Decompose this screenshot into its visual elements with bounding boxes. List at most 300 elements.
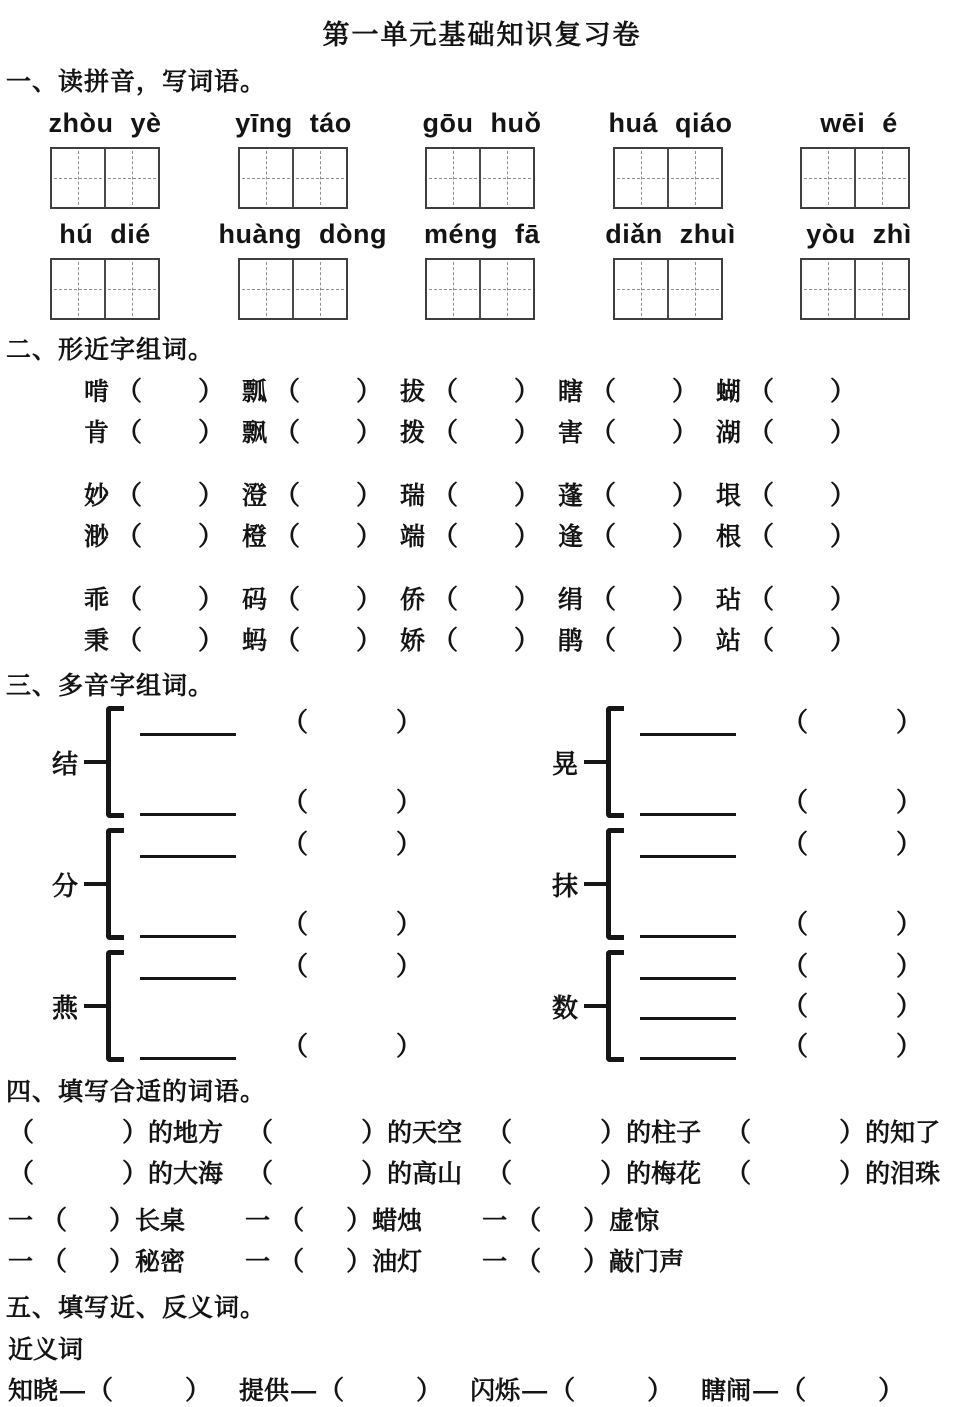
polyphone-character: 晃 [552, 748, 579, 779]
paren-close-icon: ） [514, 584, 541, 614]
paren-close-icon: ） [109, 1246, 136, 1276]
paren-close-icon: ） [361, 1117, 388, 1147]
blank-row [640, 708, 922, 736]
paren-close-icon: ） [109, 1205, 136, 1235]
character: 害 [558, 419, 584, 447]
polyphone-character: 结 [52, 748, 79, 779]
paren-open-icon: （ [282, 707, 309, 737]
paren-close-icon: ） [600, 1158, 627, 1188]
paren-open-icon: （ [116, 480, 143, 510]
paren-close-icon: ） [896, 829, 923, 859]
phrase-label: 的大海 [148, 1160, 224, 1188]
polyphone-group [52, 950, 552, 1062]
polyphone-group [52, 706, 552, 818]
paren-open-icon: （ [590, 417, 617, 447]
similar-char-item [400, 521, 558, 552]
paren-open-icon: （ [432, 521, 459, 551]
connector-line [584, 882, 606, 886]
pinyin-word: yīng táo [235, 108, 352, 138]
paren-close-icon: ） [361, 1158, 388, 1188]
measure-word-item [8, 1245, 185, 1278]
bracket-icon [106, 706, 124, 818]
bracket-icon [106, 950, 124, 1062]
synonym-row [8, 1374, 964, 1407]
similar-char-item [716, 480, 874, 511]
fill-word-item [8, 1116, 223, 1149]
paren-open-icon: （ [116, 584, 143, 614]
paren-close-icon: ） [672, 584, 699, 614]
paren-open-icon: （ [782, 991, 809, 1021]
writing-grid-box [50, 147, 160, 209]
numeral-one: 一 [8, 1248, 34, 1276]
character: 拨 [400, 419, 426, 447]
similar-char-item [558, 417, 716, 448]
similar-char-item [716, 521, 874, 552]
phrase-label: 长桌 [135, 1207, 186, 1235]
fill-word-item [725, 1116, 940, 1149]
measure-word-item [245, 1204, 422, 1237]
word-label: 瞎闹 [701, 1377, 752, 1405]
answer-underline [640, 1033, 736, 1060]
polyphone-group [552, 706, 964, 818]
similar-char-row [84, 521, 964, 552]
similar-char-item [400, 625, 558, 656]
character: 侨 [400, 586, 426, 614]
adjective-fill-row [8, 1157, 964, 1190]
bracket-icon [606, 828, 624, 940]
similar-char-item [558, 521, 716, 552]
blank-row [140, 788, 422, 816]
character: 肯 [84, 419, 110, 447]
paren-open-icon: （ [748, 417, 775, 447]
blank-row [140, 830, 422, 858]
writing-grid-box [425, 147, 535, 209]
pinyin-word: huàng dòng [218, 219, 387, 249]
writing-grid-row [0, 147, 964, 209]
paren-open-icon: （ [116, 625, 143, 655]
paren-close-icon: ） [896, 909, 923, 939]
character: 渺 [84, 523, 110, 551]
paren-close-icon: ） [396, 951, 423, 981]
character: 湖 [716, 419, 742, 447]
paren-close-icon: ） [346, 1205, 373, 1235]
similar-char-item [242, 625, 400, 656]
paren-open-icon: （ [748, 376, 775, 406]
word-label: 知晓 [8, 1377, 59, 1405]
paren-open-icon: （ [116, 376, 143, 406]
polyphone-character: 数 [552, 992, 579, 1023]
dash: — [522, 1377, 548, 1405]
paren-open-icon: （ [278, 1205, 305, 1235]
paren-close-icon: ） [416, 1375, 443, 1405]
character: 瞎 [558, 378, 584, 406]
character: 飘 [242, 419, 268, 447]
character: 逢 [558, 523, 584, 551]
writing-grid-box [238, 147, 348, 209]
similar-char-item [400, 584, 558, 615]
numeral-one: 一 [8, 1207, 34, 1235]
measure-word-row [8, 1245, 964, 1278]
paren-open-icon: （ [282, 787, 309, 817]
polyphone-character: 燕 [52, 992, 79, 1023]
writing-grid-box [800, 258, 910, 320]
writing-grid-cell [667, 149, 721, 207]
paren-open-icon: （ [274, 417, 301, 447]
paren-open-icon: （ [274, 584, 301, 614]
word-label: 闪烁 [470, 1377, 521, 1405]
paren-open-icon: （ [782, 707, 809, 737]
phrase-label: 的高山 [387, 1160, 463, 1188]
paren-close-icon: ） [185, 1375, 212, 1405]
writing-grid-cell [854, 149, 908, 207]
paren-open-icon: （ [590, 584, 617, 614]
paren-open-icon: （ [282, 1031, 309, 1061]
paren-open-icon: （ [782, 951, 809, 981]
paren-close-icon: ） [198, 376, 225, 406]
similar-char-item [716, 625, 874, 656]
answer-underline [640, 911, 736, 938]
section5-header: 五、填写近、反义词。 [6, 1294, 267, 1322]
paren-open-icon: （ [282, 829, 309, 859]
paren-close-icon: ） [396, 1031, 423, 1061]
paren-open-icon: （ [549, 1375, 576, 1405]
paren-open-icon: （ [515, 1205, 542, 1235]
paren-open-icon: （ [432, 584, 459, 614]
numeral-one: 一 [482, 1207, 508, 1235]
bracket-icon [606, 950, 624, 1062]
paren-close-icon: ） [198, 625, 225, 655]
paren-open-icon: （ [590, 376, 617, 406]
writing-grid-cell [479, 149, 533, 207]
synonym-item [8, 1374, 211, 1407]
paren-close-icon: ） [356, 417, 383, 447]
measure-word-item [245, 1245, 422, 1278]
paren-close-icon: ） [198, 417, 225, 447]
paren-open-icon: （ [41, 1246, 68, 1276]
paren-close-icon: ） [878, 1375, 905, 1405]
page-title: 第一单元基础知识复习卷 [322, 20, 642, 50]
paren-close-icon: ） [896, 787, 923, 817]
similar-char-item [716, 584, 874, 615]
numeral-one: 一 [245, 1248, 271, 1276]
pinyin-row [0, 108, 964, 139]
polyphone-group [552, 950, 964, 1062]
similar-char-item [84, 584, 242, 615]
connector-line [84, 1004, 106, 1008]
blank-list [140, 706, 422, 818]
paren-open-icon: （ [274, 625, 301, 655]
writing-grid-box [50, 258, 160, 320]
similar-char-row [84, 376, 964, 407]
phrase-label: 的泪珠 [865, 1160, 941, 1188]
blank-row [640, 992, 922, 1020]
dash: — [60, 1377, 86, 1405]
paren-close-icon: ） [356, 521, 383, 551]
paren-close-icon: ） [198, 584, 225, 614]
section1-header: 一、读拼音，写词语。 [6, 68, 267, 96]
character: 蝴 [716, 378, 742, 406]
polyphone-group [52, 828, 552, 940]
pinyin-word: hú dié [59, 219, 151, 249]
pinyin-word: huá qiáo [608, 108, 733, 138]
blank-row [140, 910, 422, 938]
paren-open-icon: （ [87, 1375, 114, 1405]
blank-row [640, 910, 922, 938]
dash: — [753, 1377, 779, 1405]
character: 蓬 [558, 482, 584, 510]
character: 码 [242, 586, 268, 614]
paren-open-icon: （ [782, 829, 809, 859]
numeral-one: 一 [245, 1207, 271, 1235]
paren-open-icon: （ [432, 417, 459, 447]
answer-underline [640, 789, 736, 816]
measure-word-item [482, 1204, 659, 1237]
paren-open-icon: （ [278, 1246, 305, 1276]
blank-list [640, 706, 922, 818]
paren-close-icon: ） [514, 480, 541, 510]
similar-char-row [84, 625, 964, 656]
fill-word-item [486, 1157, 701, 1190]
character: 端 [400, 523, 426, 551]
paren-open-icon: （ [247, 1117, 274, 1147]
similar-char-row [84, 417, 964, 448]
writing-grid-cell [615, 149, 667, 207]
paren-open-icon: （ [748, 521, 775, 551]
paren-open-icon: （ [41, 1205, 68, 1235]
writing-grid-cell [427, 149, 479, 207]
paren-open-icon: （ [782, 909, 809, 939]
fill-word-item [8, 1157, 223, 1190]
writing-grid-cell [292, 149, 346, 207]
paren-open-icon: （ [274, 376, 301, 406]
paren-close-icon: ） [346, 1246, 373, 1276]
section2-header: 二、形近字组词。 [6, 336, 215, 364]
character: 根 [716, 523, 742, 551]
paren-close-icon: ） [896, 707, 923, 737]
similar-char-item [84, 521, 242, 552]
fill-word-item [725, 1157, 940, 1190]
writing-grid-cell [479, 260, 533, 318]
writing-grid-cell [52, 260, 104, 318]
writing-grid-cell [802, 260, 854, 318]
paren-open-icon: （ [274, 521, 301, 551]
phrase-label: 的天空 [387, 1119, 463, 1147]
paren-open-icon: （ [748, 480, 775, 510]
paren-open-icon: （ [486, 1117, 513, 1147]
writing-grid-cell [802, 149, 854, 207]
paren-close-icon: ） [356, 625, 383, 655]
writing-grid-cell [104, 149, 158, 207]
paren-open-icon: （ [116, 521, 143, 551]
paren-close-icon: ） [839, 1158, 866, 1188]
answer-underline [140, 831, 236, 858]
fill-word-item [247, 1157, 462, 1190]
character: 瑞 [400, 482, 426, 510]
answer-underline [140, 911, 236, 938]
paren-close-icon: ） [830, 625, 857, 655]
fill-word-item [486, 1116, 701, 1149]
character: 乖 [84, 586, 110, 614]
paren-close-icon: ） [356, 480, 383, 510]
similar-char-item [242, 521, 400, 552]
answer-underline [140, 953, 236, 980]
paren-close-icon: ） [839, 1117, 866, 1147]
blank-list [140, 950, 422, 1062]
writing-grid-cell [615, 260, 667, 318]
synonym-item [701, 1374, 904, 1407]
answer-underline [640, 709, 736, 736]
paren-close-icon: ） [514, 417, 541, 447]
paren-close-icon: ） [830, 521, 857, 551]
dash: — [291, 1377, 317, 1405]
paren-close-icon: ） [830, 417, 857, 447]
paren-close-icon: ） [647, 1375, 674, 1405]
paren-close-icon: ） [198, 480, 225, 510]
paren-open-icon: （ [780, 1375, 807, 1405]
similar-char-item [400, 480, 558, 511]
paren-close-icon: ） [583, 1246, 610, 1276]
writing-grid-cell [52, 149, 104, 207]
phrase-label: 的梅花 [626, 1160, 702, 1188]
connector-line [84, 882, 106, 886]
paren-close-icon: ） [356, 376, 383, 406]
similar-char-item [242, 584, 400, 615]
blank-row [640, 788, 922, 816]
similar-char-item [84, 417, 242, 448]
phrase-label: 虚惊 [609, 1207, 660, 1235]
character: 澄 [242, 482, 268, 510]
paren-close-icon: ） [672, 521, 699, 551]
numeral-one: 一 [482, 1248, 508, 1276]
answer-underline [140, 1033, 236, 1060]
paren-open-icon: （ [486, 1158, 513, 1188]
pinyin-word: méng fā [423, 219, 541, 249]
phrase-label: 敲门声 [609, 1248, 685, 1276]
paren-open-icon: （ [725, 1117, 752, 1147]
similar-char-item [400, 376, 558, 407]
paren-open-icon: （ [247, 1158, 274, 1188]
paren-close-icon: ） [830, 584, 857, 614]
similar-char-item [84, 480, 242, 511]
answer-underline [640, 953, 736, 980]
writing-grid-cell [104, 260, 158, 318]
section4-header: 四、填写合适的词语。 [6, 1078, 267, 1106]
similar-char-item [558, 376, 716, 407]
similar-char-item [242, 480, 400, 511]
paren-close-icon: ） [396, 909, 423, 939]
paren-close-icon: ） [896, 991, 923, 1021]
connector-line [584, 1004, 606, 1008]
measure-word-item [8, 1204, 185, 1237]
similar-char-item [84, 376, 242, 407]
paren-open-icon: （ [432, 376, 459, 406]
blank-row [140, 1032, 422, 1060]
paren-close-icon: ） [896, 951, 923, 981]
similar-char-row [84, 480, 964, 511]
blank-row [140, 708, 422, 736]
paren-open-icon: （ [116, 417, 143, 447]
polyphone-character: 抹 [552, 870, 579, 901]
paren-close-icon: ） [514, 376, 541, 406]
character: 秉 [84, 627, 110, 655]
writing-grid-box [613, 258, 723, 320]
bracket-icon [606, 706, 624, 818]
character: 啃 [84, 378, 110, 406]
blank-list [140, 828, 422, 940]
adjective-fill-row [8, 1116, 964, 1149]
phrase-label: 的地方 [148, 1119, 224, 1147]
paren-close-icon: ） [514, 625, 541, 655]
paren-open-icon: （ [8, 1117, 35, 1147]
similar-char-item [400, 417, 558, 448]
character: 站 [716, 627, 742, 655]
similar-char-rows [84, 376, 964, 656]
paren-close-icon: ） [396, 707, 423, 737]
measure-word-item [482, 1245, 684, 1278]
answer-underline [640, 993, 736, 1020]
phrase-label: 的柱子 [626, 1119, 702, 1147]
paren-close-icon: ） [583, 1205, 610, 1235]
paren-close-icon: ） [672, 625, 699, 655]
paren-close-icon: ） [514, 521, 541, 551]
similar-char-item [558, 625, 716, 656]
pinyin-word: gōu huǒ [422, 108, 542, 138]
pinyin-word: diǎn zhuì [605, 219, 736, 249]
paren-open-icon: （ [590, 625, 617, 655]
similar-char-item [242, 376, 400, 407]
paren-close-icon: ） [672, 376, 699, 406]
paren-open-icon: （ [282, 951, 309, 981]
synonym-item [470, 1374, 673, 1407]
writing-grid-cell [240, 260, 292, 318]
writing-grid-box [613, 147, 723, 209]
similar-char-item [558, 584, 716, 615]
blank-row [640, 952, 922, 980]
pinyin-word: yòu zhì [806, 219, 912, 249]
writing-grid-box [238, 258, 348, 320]
blank-row [640, 830, 922, 858]
writing-grid-row [0, 258, 964, 320]
blank-row [640, 1032, 922, 1060]
paren-open-icon: （ [274, 480, 301, 510]
writing-grid-cell [240, 149, 292, 207]
paren-close-icon: ） [356, 584, 383, 614]
writing-grid-cell [427, 260, 479, 318]
pinyin-word: wēi é [820, 108, 898, 138]
writing-grid-cell [667, 260, 721, 318]
writing-grid-box [425, 258, 535, 320]
answer-underline [140, 709, 236, 736]
measure-word-row [8, 1204, 964, 1237]
paren-close-icon: ） [198, 521, 225, 551]
paren-close-icon: ） [672, 480, 699, 510]
phrase-label: 的知了 [865, 1119, 941, 1147]
section3-header: 三、多音字组词。 [6, 672, 215, 700]
paren-open-icon: （ [748, 584, 775, 614]
similar-char-item [84, 625, 242, 656]
paren-close-icon: ） [396, 829, 423, 859]
paren-open-icon: （ [725, 1158, 752, 1188]
writing-grid-box [800, 147, 910, 209]
paren-close-icon: ） [600, 1117, 627, 1147]
word-label: 提供 [239, 1377, 290, 1405]
phrase-label: 秘密 [135, 1248, 186, 1276]
similar-char-item [242, 417, 400, 448]
character: 娇 [400, 627, 426, 655]
blank-list [640, 828, 922, 940]
synonym-subheader: 近义词 [8, 1336, 84, 1364]
character: 鹃 [558, 627, 584, 655]
